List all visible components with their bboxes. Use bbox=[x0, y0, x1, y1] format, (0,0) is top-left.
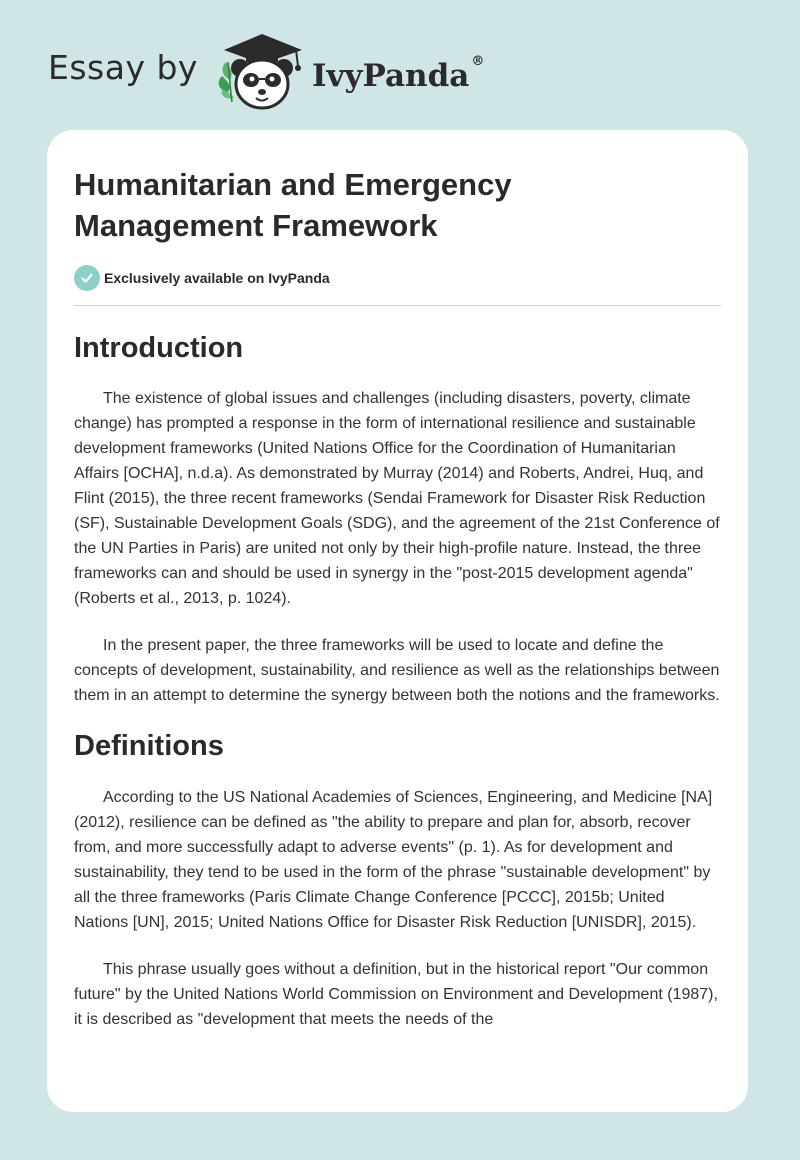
registered-mark: ® bbox=[471, 54, 485, 69]
article-card bbox=[47, 130, 748, 1112]
section-heading-introduction: Introduction bbox=[74, 332, 244, 364]
divider bbox=[74, 305, 721, 306]
paragraph: This phrase usually goes without a definition, but in the historical report "Our common future" by the United Nations World Commission on Environment and Development (1987), it is described as "development that meets the needs of the bbox=[74, 961, 718, 1028]
essay-by-label: Essay by bbox=[48, 47, 198, 87]
paragraph: In the present paper, the three frameworks will be used to locate and define the concepts of development, sustainability, and resilience as well as the relationships between them in an attempt to determine the synergy between both the notions and the frameworks. bbox=[74, 637, 720, 704]
paragraph: According to the US National Academies of Sciences, Engineering, and Medicine [NA] (2012), resilience can be defined as "the ability to prepare and plan for, absorb, recover from, and more successfully adapt to adverse events" (p. 1). As for development and sustainability, they tend to be used in the form of the phrase "sustainable development" by all the three frameworks (Paris Climate Change Conference [PCCC], 2015b; United Nations [UN], 2015; United Nations Office for Disaster Risk Reduction [UNISDR], 2015). bbox=[74, 789, 713, 931]
panda-graduate-logo-icon[interactable] bbox=[216, 32, 308, 114]
site-header bbox=[48, 28, 484, 118]
brand-name[interactable]: IvyPanda ® bbox=[311, 54, 485, 94]
check-icon bbox=[74, 265, 100, 291]
section-heading-definitions: Definitions bbox=[74, 730, 224, 762]
paragraph: The existence of global issues and challenges (including disasters, poverty, climate change) has prompted a response in the form of international resilience and sustainable development frameworks (United Nations Office for the Coordination of Humanitarian Affairs [OCHA], n.d.a). As demonstrated by Murray (2014) and Roberts, Andrei, Huq, and Flint (2015), the three recent frameworks (Sendai Framework for Disaster Risk Reduction (SF), Sustainable Development Goals (SDG), and the agreement of the 21st Conference of the UN Parties in Paris) are united not only by their high-profile nature. Instead, the three frameworks can and should be used in synergy in the "post-2015 development agenda" (Roberts et al., 2013, p. 1024). bbox=[74, 390, 720, 607]
exclusive-label: Exclusively available on IvyPanda bbox=[104, 270, 330, 286]
exclusive-badge bbox=[74, 265, 721, 291]
article-title: Humanitarian and Emergency Management Framework bbox=[74, 167, 512, 243]
